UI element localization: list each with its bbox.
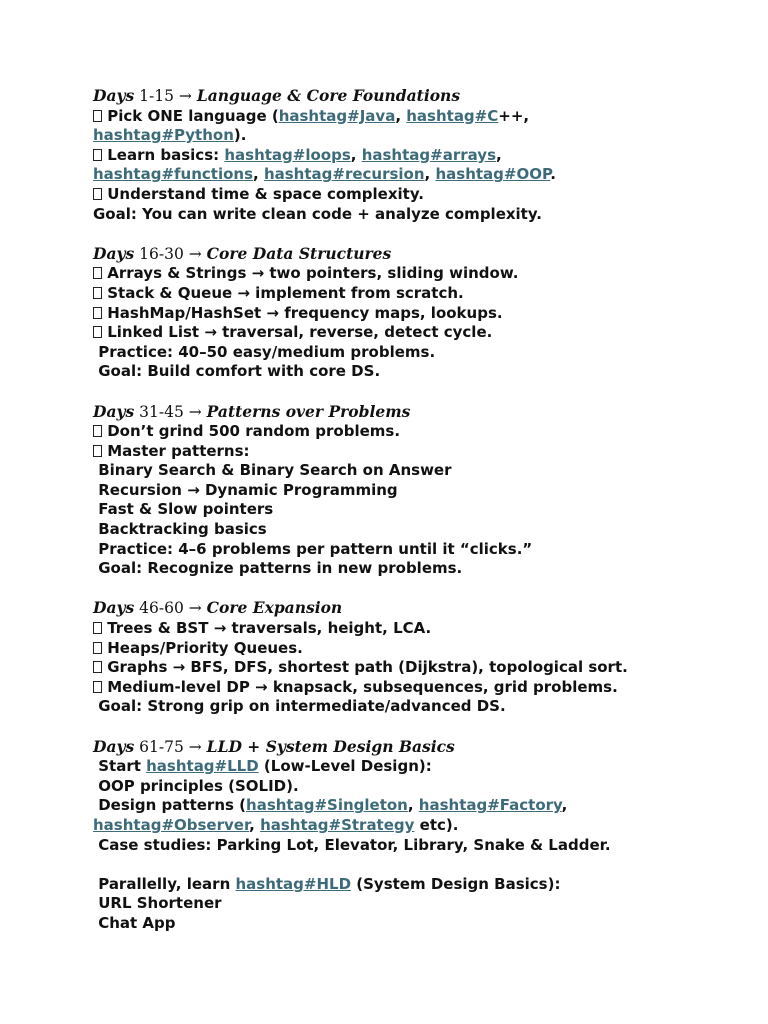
text-line: [93, 323, 713, 343]
text-segment: ,: [561, 796, 568, 815]
text-line: [93, 185, 713, 205]
text-line: [93, 520, 713, 540]
section-spacer: [93, 224, 713, 244]
text-segment: etc).: [414, 815, 459, 834]
text-line: [93, 836, 713, 856]
text-segment: ).: [233, 126, 247, 145]
text-line: [93, 619, 713, 639]
hashtag-link[interactable]: hashtag#Python: [93, 126, 234, 145]
heading-days: Days: [93, 86, 135, 105]
hashtag-link[interactable]: hashtag#functions: [93, 165, 254, 184]
heading-title: Patterns over Problems: [206, 401, 411, 421]
hashtag-link[interactable]: hashtag#arrays: [361, 145, 496, 164]
text-line: [93, 855, 713, 875]
text-segment: Goal: You can write clean code + analyze complexity.: [93, 204, 542, 223]
text-line: [93, 639, 713, 659]
missing-glyph-icon: [93, 622, 102, 634]
missing-glyph-icon: [93, 267, 102, 279]
text-line: [93, 304, 713, 324]
heading-days: Days: [93, 598, 135, 618]
hashtag-link[interactable]: hashtag#HLD: [235, 874, 352, 893]
missing-glyph-icon: [93, 445, 102, 457]
text-segment: ++,: [498, 106, 530, 125]
text-line: [93, 442, 713, 462]
missing-glyph-icon: [93, 642, 102, 654]
text-line: [93, 540, 713, 560]
section-spacer: [93, 717, 713, 737]
hashtag-link[interactable]: hashtag#Java: [278, 106, 396, 125]
text-segment: Parallelly, learn: [93, 874, 236, 893]
text-segment: Learn basics:: [102, 145, 225, 164]
text-line: [93, 816, 713, 836]
text-segment: Chat App: [93, 913, 176, 932]
section-spacer: [93, 579, 713, 599]
section-spacer: [93, 382, 713, 402]
missing-glyph-icon: [93, 287, 102, 299]
section-heading: [93, 598, 713, 619]
section-heading: [93, 244, 713, 265]
heading-range: 31-45 →: [134, 402, 207, 421]
text-segment: Trees & BST → traversals, height, LCA.: [102, 619, 432, 638]
text-line: [93, 422, 713, 442]
text-segment: ,: [253, 165, 264, 184]
heading-range: 1-15 →: [134, 87, 197, 105]
text-line: [93, 777, 713, 797]
section-heading: [93, 86, 713, 107]
missing-glyph-icon: [93, 326, 102, 338]
text-segment: Graphs → BFS, DFS, shortest path (Dijkstra), topological sort.: [102, 658, 628, 677]
text-line: [93, 875, 713, 895]
text-line: [93, 559, 713, 579]
text-segment: Design patterns (: [93, 796, 247, 815]
text-line: [93, 126, 713, 146]
text-segment: Backtracking basics: [93, 520, 267, 539]
text-segment: Goal: Strong grip on intermediate/advanced DS.: [93, 697, 506, 716]
section-heading: [93, 402, 713, 423]
heading-days: Days: [93, 243, 135, 263]
missing-glyph-icon: [93, 307, 102, 319]
section-heading: [93, 737, 713, 758]
text-segment: ,: [496, 145, 502, 164]
missing-glyph-icon: [93, 149, 102, 161]
text-segment: Master patterns:: [102, 441, 250, 460]
text-segment: Binary Search & Binary Search on Answer: [93, 461, 452, 480]
text-segment: (System Design Basics):: [351, 874, 561, 893]
text-line: [93, 165, 713, 185]
hashtag-link[interactable]: hashtag#Singleton: [246, 796, 408, 815]
missing-glyph-icon: [93, 661, 102, 673]
hashtag-link[interactable]: hashtag#Observer: [93, 815, 250, 834]
hashtag-link[interactable]: hashtag#recursion: [263, 165, 425, 184]
text-line: [93, 107, 713, 127]
hashtag-link[interactable]: hashtag#LLD: [146, 757, 259, 776]
text-segment: Linked List → traversal, reverse, detect cycle.: [102, 323, 493, 342]
text-line: [93, 205, 713, 225]
hashtag-link[interactable]: hashtag#Factory: [418, 796, 562, 815]
text-segment: ,: [395, 106, 407, 125]
text-line: [93, 757, 713, 777]
text-segment: ,: [407, 796, 419, 815]
text-segment: .: [550, 165, 556, 184]
text-line: [93, 697, 713, 717]
text-line: [93, 146, 713, 166]
text-segment: OOP principles (SOLID).: [93, 776, 299, 795]
text-segment: Goal: Build comfort with core DS.: [93, 362, 381, 381]
text-segment: Heaps/Priority Queues.: [102, 638, 303, 657]
text-segment: Start: [93, 757, 147, 776]
heading-range: 61-75 →: [134, 737, 207, 756]
text-line: [93, 658, 713, 678]
heading-range: 46-60 →: [134, 599, 207, 618]
text-segment: Medium-level DP → knapsack, subsequences, grid problems.: [102, 677, 618, 696]
text-segment: Arrays & Strings → two pointers, sliding window.: [102, 264, 519, 283]
text-line: [93, 461, 713, 481]
text-line: [93, 284, 713, 304]
text-segment: URL Shortener: [93, 894, 222, 913]
text-segment: Case studies: Parking Lot, Elevator, Library, Snake & Ladder.: [93, 835, 611, 854]
hashtag-link[interactable]: hashtag#loops: [224, 145, 351, 164]
hashtag-link[interactable]: hashtag#C: [406, 106, 499, 125]
text-segment: Don’t grind 500 random problems.: [102, 422, 401, 441]
text-segment: HashMap/HashSet → frequency maps, lookups.: [102, 303, 503, 322]
text-line: [93, 500, 713, 520]
text-segment: ,: [350, 145, 362, 164]
text-line: [93, 914, 713, 934]
text-line: [93, 362, 713, 382]
text-segment: Pick ONE language (: [102, 106, 279, 125]
heading-title: Core Expansion: [206, 598, 343, 618]
heading-title: Core Data Structures: [206, 243, 392, 263]
text-line: [93, 678, 713, 698]
hashtag-link[interactable]: hashtag#OOP: [435, 165, 551, 184]
heading-days: Days: [93, 401, 135, 421]
text-segment: Practice: 40–50 easy/medium problems.: [93, 342, 436, 361]
text-segment: Practice: 4–6 problems per pattern until it “clicks.”: [93, 539, 533, 558]
hashtag-link[interactable]: hashtag#Strategy: [260, 815, 415, 834]
missing-glyph-icon: [93, 425, 102, 437]
text-line: [93, 796, 713, 816]
text-line: [93, 343, 713, 363]
text-segment: Understand time & space complexity.: [102, 184, 424, 203]
document-body: [93, 86, 713, 934]
text-line: [93, 264, 713, 284]
text-segment: Goal: Recognize patterns in new problems.: [93, 559, 463, 578]
text-segment: Fast & Slow pointers: [93, 500, 274, 519]
missing-glyph-icon: [93, 188, 102, 200]
text-segment: (Low-Level Design):: [258, 757, 432, 776]
heading-title: Language & Core Foundations: [196, 86, 461, 105]
text-segment: Recursion → Dynamic Programming: [93, 480, 398, 499]
text-segment: ,: [249, 815, 261, 834]
text-segment: ,: [424, 165, 436, 184]
missing-glyph-icon: [93, 110, 102, 122]
text-segment: Stack & Queue → implement from scratch.: [102, 283, 464, 302]
text-line: [93, 894, 713, 914]
missing-glyph-icon: [93, 681, 102, 693]
text-line: [93, 481, 713, 501]
heading-days: Days: [93, 736, 135, 756]
heading-title: LLD + System Design Basics: [206, 736, 455, 756]
heading-range: 16-30 →: [134, 244, 207, 263]
